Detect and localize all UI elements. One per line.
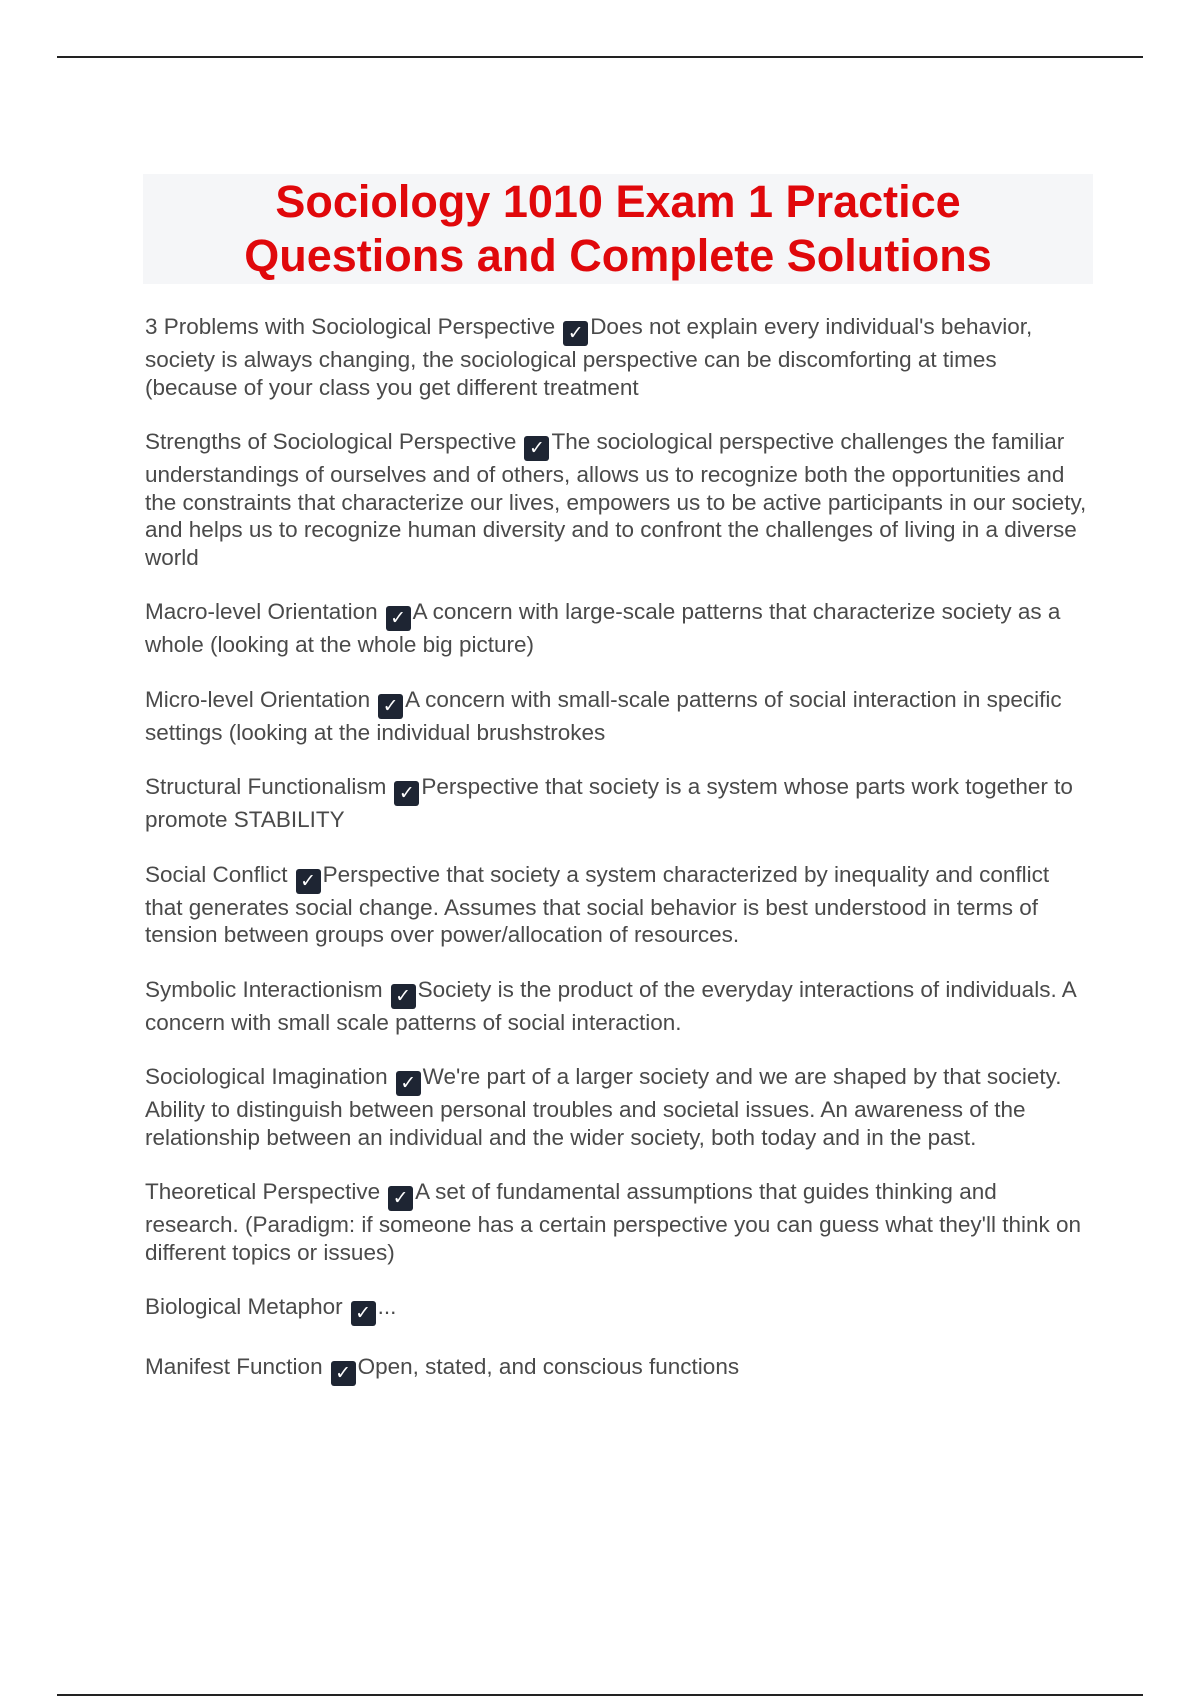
term: Symbolic Interactionism (145, 976, 383, 1002)
qa-entry (145, 1293, 1090, 1326)
checkmark-icon: ✓ (394, 781, 419, 806)
checkmark-icon: ✓ (391, 984, 416, 1009)
title-banner (143, 174, 1093, 284)
definition: ... (377, 1294, 397, 1319)
checkmark-icon: ✓ (388, 1186, 413, 1211)
definition: A set of fundamental assumptions that guides thinking and research. (Paradigm: if someone has a certain perspective you can guess what they'll think on different topics or issues) (145, 1179, 1082, 1265)
term: Strengths of Sociological Perspective (145, 429, 517, 454)
definition: A concern with large-scale patterns that characterize society as a whole (looking at the whole big picture) (145, 599, 1061, 657)
qa-entry (145, 686, 1090, 747)
qa-entry (145, 598, 1090, 659)
term: 3 Problems with Sociological Perspective (145, 314, 556, 339)
term: Biological Metaphor (145, 1294, 343, 1319)
term: Micro-level Orientation (145, 686, 371, 712)
qa-entry (145, 428, 1090, 571)
definition: Society is the product of the everyday interactions of individuals. A concern with small scale patterns of social interaction. (145, 976, 1076, 1035)
qa-entry (145, 1353, 1090, 1386)
qa-entry (145, 976, 1090, 1037)
definition: Does not explain every individual's behavior, society is always changing, the sociological perspective can be discomforting at times (because of your class you get different treatment (145, 314, 1033, 400)
qa-list (145, 313, 1090, 1413)
checkmark-icon: ✓ (524, 436, 549, 461)
checkmark-icon: ✓ (563, 321, 588, 346)
checkmark-icon: ✓ (351, 1301, 376, 1326)
definition: Perspective that society a system characterized by inequality and conflict that generates social change. Assumes that social behavior is best understood in terms of tension between groups over power/allocation of resources. (145, 861, 1050, 947)
checkmark-icon: ✓ (396, 1071, 421, 1096)
term: Social Conflict (145, 861, 288, 887)
qa-entry (145, 313, 1090, 401)
term: Structural Functionalism (145, 774, 387, 799)
definition: The sociological perspective challenges the familiar understandings of ourselves and of others, allows us to recognize both the opportunities and the constraints that characterize our lives, empowers us to be active participants in our society, and helps us to recognize human diversity and to confront the challenges of living in a diverse world (145, 429, 1087, 570)
term: Macro-level Orientation (145, 599, 378, 624)
definition: Open, stated, and conscious functions (357, 1354, 740, 1379)
qa-entry (145, 1063, 1090, 1151)
definition: Perspective that society is a system whose parts work together to promote STABILITY (145, 774, 1073, 832)
qa-entry (145, 861, 1090, 949)
checkmark-icon: ✓ (386, 606, 411, 631)
qa-entry (145, 773, 1090, 834)
definition: We're part of a larger society and we are shaped by that society. Ability to distinguish between personal troubles and societal issues. An awareness of the relationship between an individual and the wider society, both today and in the past. (145, 1064, 1062, 1150)
qa-entry (145, 1178, 1090, 1266)
footer-rule (57, 1694, 1143, 1696)
definition: A concern with small-scale patterns of social interaction in specific settings (looking at the individual brushstrokes (145, 686, 1062, 745)
checkmark-icon: ✓ (296, 869, 321, 894)
document-title: Sociology 1010 Exam 1 Practice Questions and Complete Solutions (244, 176, 992, 281)
term: Theoretical Perspective (145, 1179, 381, 1204)
term: Sociological Imagination (145, 1064, 388, 1089)
checkmark-icon: ✓ (331, 1361, 356, 1386)
checkmark-icon: ✓ (378, 694, 403, 719)
term: Manifest Function (145, 1354, 323, 1379)
header-rule (57, 56, 1143, 58)
